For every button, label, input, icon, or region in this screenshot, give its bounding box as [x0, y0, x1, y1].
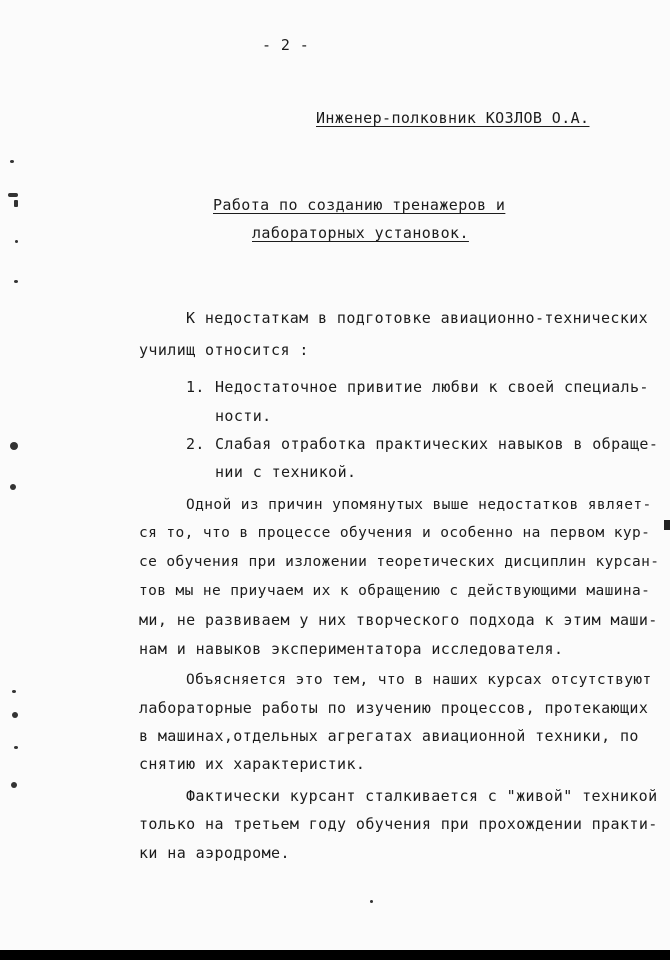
scan-speck [370, 900, 373, 903]
paragraph-3-line-1: Объясняется это тем, что в наших курсах отсутствуют [186, 672, 652, 688]
paragraph-1-line-2: училищ относится : [139, 341, 309, 359]
scan-speck [14, 746, 18, 749]
page-number: - 2 - [262, 36, 310, 54]
scan-speck [10, 484, 16, 490]
paragraph-2-line-5: ми, не развиваем у них творческого подхода к этим маши- [139, 611, 658, 629]
scan-bottom-border [0, 950, 670, 960]
list-item-2-number: 2. [186, 435, 205, 453]
scan-speck [10, 442, 18, 450]
document-title-line-1: Работа по созданию тренажеров и [213, 196, 506, 214]
list-item-2-line-1: Слабая отработка практических навыков в обраще- [215, 435, 659, 453]
paragraph-3-line-3: в машинах,отдельных агрегатах авиационной техники, по [139, 727, 639, 745]
author-line: Инженер-полковник КОЗЛОВ О.А. [316, 109, 590, 127]
paragraph-2-line-4: тов мы не приучаем их к обращению с действующими машина- [139, 583, 651, 599]
scan-speck [11, 782, 17, 788]
paragraph-1-line-1: К недостаткам в подготовке авиационно-технических [186, 309, 649, 327]
list-item-2-line-2: нии с техникой. [215, 463, 357, 481]
scan-speck [14, 200, 18, 207]
paragraph-2-line-2: ся то, что в процессе обучения и особенно на первом кур- [139, 525, 651, 541]
paragraph-4-line-2: только на третьем году обучения при прохождении практи- [139, 815, 658, 833]
scan-speck [12, 712, 18, 718]
scan-speck [8, 193, 18, 197]
paragraph-2-line-1: Одной из причин упомянутых выше недостатков являет- [186, 497, 652, 513]
scan-speck [14, 280, 18, 283]
paragraph-4-line-1: Фактически курсант сталкивается с "живой" техникой [186, 787, 658, 805]
scan-speck [10, 160, 14, 163]
scan-edge-mark [664, 520, 670, 530]
paragraph-3-line-2: лабораторные работы по изучению процессов, протекающих [139, 699, 649, 717]
list-item-1-line-1: Недостаточное привитие любви к своей специаль- [215, 378, 649, 396]
list-item-1-number: 1. [186, 378, 205, 396]
document-title-line-2: лабораторных установок. [252, 224, 469, 242]
scan-speck [12, 690, 16, 693]
list-item-1-line-2: ности. [215, 407, 272, 425]
paragraph-2-line-6: нам и навыков экспериментатора исследователя. [139, 640, 564, 658]
paragraph-3-line-4: снятию их характеристик. [139, 755, 366, 773]
paragraph-4-line-3: ки на аэродроме. [139, 844, 290, 862]
paragraph-2-line-3: се обучения при изложении теоретических дисциплин курсан- [139, 554, 660, 570]
scan-speck [15, 240, 18, 243]
